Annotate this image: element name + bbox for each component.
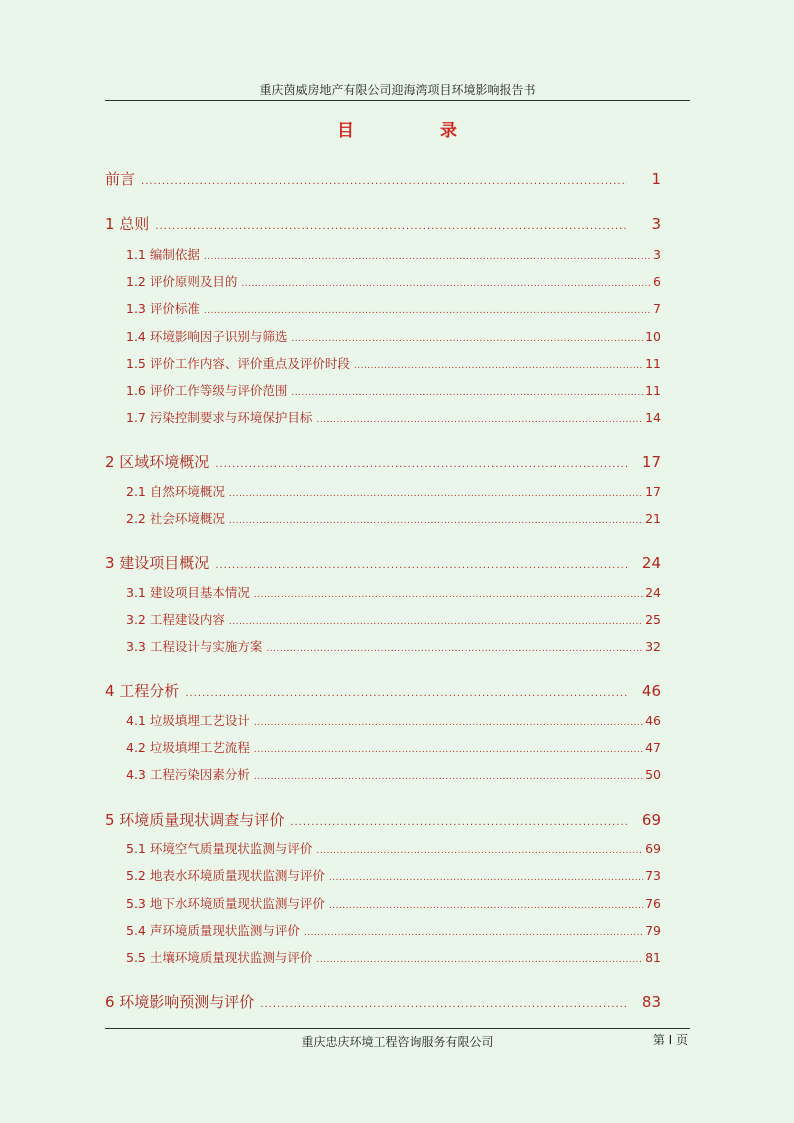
toc-page: 3: [653, 247, 661, 262]
toc-page: 24: [641, 554, 661, 572]
toc-label: 2 区域环境概况: [105, 453, 210, 471]
toc-section-3-1[interactable]: [126, 583, 661, 601]
toc-label: 6 环境影响预测与评价: [105, 993, 255, 1011]
toc-section-3-3[interactable]: [126, 637, 661, 655]
toc-title: 目 录: [337, 121, 497, 141]
toc-label: 5.1 环境空气质量现状监测与评价: [126, 841, 313, 856]
toc-label: 5 环境质量现状调查与评价: [105, 811, 285, 829]
toc-leader: [316, 955, 643, 965]
toc-section-4-1[interactable]: [126, 711, 661, 729]
toc-label: 3 建设项目概况: [105, 554, 210, 572]
toc-page: 11: [645, 356, 661, 371]
toc-chapter-2[interactable]: [105, 451, 661, 472]
toc-leader: [266, 644, 643, 654]
toc-leader: [229, 617, 643, 627]
toc-leader: [329, 873, 643, 883]
toc-section-2-1[interactable]: [126, 482, 661, 500]
toc-page: 6: [653, 274, 661, 289]
toc-page: 7: [653, 301, 661, 316]
toc-label: 5.5 土壤环境质量现状监测与评价: [126, 950, 313, 965]
toc-label: 3.3 工程设计与实施方案: [126, 639, 263, 654]
header-text: 重庆茵威房地产有限公司迎海湾项目环境影响报告书: [259, 83, 536, 97]
toc-label: 4 工程分析: [105, 682, 180, 700]
toc-label: 4.1 垃圾填埋工艺设计: [126, 713, 250, 728]
toc-chapter-4[interactable]: [105, 680, 661, 701]
toc-leader: [204, 252, 651, 262]
toc-label: 4.2 垃圾填埋工艺流程: [126, 740, 250, 755]
toc-section-1-6[interactable]: [126, 381, 661, 399]
toc-section-5-5[interactable]: [126, 948, 661, 966]
toc-leader: [254, 590, 643, 600]
toc-leader: [260, 999, 627, 1010]
toc-page: 10: [645, 329, 661, 344]
toc-section-1-4[interactable]: [126, 327, 661, 345]
toc-page: 76: [645, 896, 661, 911]
toc-label: 5.3 地下水环境质量现状监测与评价: [126, 896, 325, 911]
toc-leader: [155, 221, 627, 232]
toc-section-4-2[interactable]: [126, 738, 661, 756]
toc-label: 1.3 评价标准: [126, 301, 200, 316]
toc-leader: [215, 560, 627, 571]
toc-section-1-7[interactable]: [126, 408, 661, 426]
toc-leader: [229, 489, 643, 499]
toc-page: 3: [651, 215, 661, 233]
toc-section-5-1[interactable]: [126, 839, 661, 857]
toc-leader: [291, 334, 643, 344]
toc-page: 1: [651, 170, 661, 188]
toc-label: 1.6 评价工作等级与评价范围: [126, 383, 288, 398]
toc-leader: [141, 176, 627, 187]
toc-page: 81: [645, 950, 661, 965]
toc-page: 73: [645, 868, 661, 883]
toc-page: 17: [641, 453, 661, 471]
toc-chapter-preface[interactable]: [105, 168, 661, 189]
toc-page: 21: [645, 511, 661, 526]
toc-page: 69: [645, 841, 661, 856]
toc-page: 17: [645, 484, 661, 499]
toc-page: 46: [641, 682, 661, 700]
toc-leader: [254, 718, 643, 728]
toc-page: 83: [641, 993, 661, 1011]
toc-page: 47: [645, 740, 661, 755]
toc-label: 前言: [105, 170, 136, 188]
toc-page: 79: [645, 923, 661, 938]
toc-leader: [254, 745, 643, 755]
toc-leader: [241, 279, 651, 289]
toc-leader: [316, 846, 643, 856]
toc-chapter-1[interactable]: [105, 213, 661, 234]
toc-section-5-3[interactable]: [126, 894, 661, 912]
toc-label: 2.1 自然环境概况: [126, 484, 225, 499]
toc-page: 69: [641, 811, 661, 829]
toc-label: 1.5 评价工作内容、评价重点及评价时段: [126, 356, 350, 371]
toc-label: 1.7 污染控制要求与环境保护目标: [126, 410, 313, 425]
toc-leader: [291, 388, 643, 398]
toc-label: 1.4 环境影响因子识别与筛选: [126, 329, 288, 344]
toc-section-3-2[interactable]: [126, 610, 661, 628]
toc-page: 14: [645, 410, 661, 425]
toc-leader: [304, 928, 643, 938]
toc-leader: [316, 415, 643, 425]
toc-leader: [254, 772, 643, 782]
toc-label: 4.3 工程污染因素分析: [126, 767, 250, 782]
toc-leader: [329, 901, 643, 911]
toc-label: 1.2 评价原则及目的: [126, 274, 238, 289]
toc-section-1-5[interactable]: [126, 354, 661, 372]
toc-leader: [290, 817, 627, 828]
toc-page: 46: [645, 713, 661, 728]
toc-leader: [215, 459, 627, 470]
toc-chapter-6[interactable]: [105, 991, 661, 1012]
footer-company: 重庆忠庆环境工程咨询服务有限公司: [301, 1035, 494, 1049]
toc-section-1-3[interactable]: [126, 299, 661, 317]
toc-section-5-4[interactable]: [126, 921, 661, 939]
toc-label: 1.1 编制依据: [126, 247, 200, 262]
toc-label: 2.2 社会环境概况: [126, 511, 225, 526]
toc-label: 1 总则: [105, 215, 150, 233]
toc-label: 5.4 声环境质量现状监测与评价: [126, 923, 300, 938]
toc-label: 5.2 地表水环境质量现状监测与评价: [126, 868, 325, 883]
toc-section-4-3[interactable]: [126, 765, 661, 783]
toc-section-2-2[interactable]: [126, 509, 661, 527]
toc-chapter-5[interactable]: [105, 809, 661, 830]
page-footer: [105, 1028, 690, 1049]
toc-page: 32: [645, 639, 661, 654]
toc-section-1-2[interactable]: [126, 272, 661, 290]
toc-leader: [354, 361, 643, 371]
toc-page: 24: [645, 585, 661, 600]
footer-page-number: 第 I 页: [652, 1033, 688, 1047]
toc-page: 11: [645, 383, 661, 398]
toc-chapter-3[interactable]: [105, 552, 661, 573]
toc-page: 25: [645, 612, 661, 627]
toc-section-5-2[interactable]: [126, 866, 661, 884]
toc-label: 3.2 工程建设内容: [126, 612, 225, 627]
toc-label: 3.1 建设项目基本情况: [126, 585, 250, 600]
toc-leader: [185, 688, 627, 699]
toc-leader: [229, 516, 643, 526]
toc-section-1-1[interactable]: [126, 245, 661, 263]
toc-leader: [204, 306, 651, 316]
toc-page: 50: [645, 767, 661, 782]
